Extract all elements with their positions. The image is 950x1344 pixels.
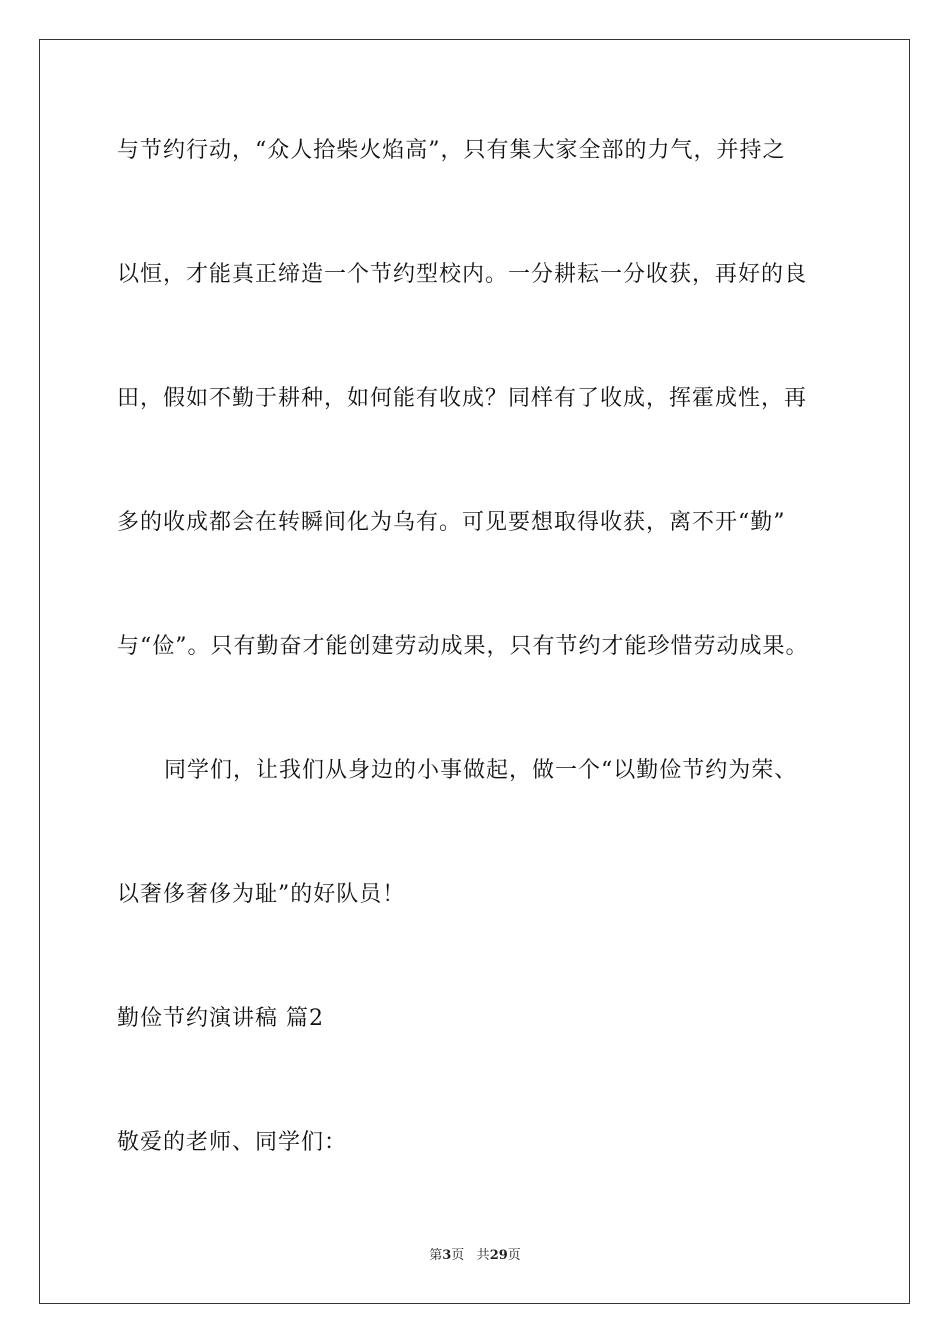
page-suffix: 页 <box>451 1248 465 1263</box>
total-prefix: 共 <box>476 1248 490 1263</box>
body-line-1: 与节约行动，“众人拾柴火焰高”，只有集大家全部的力气，并持之 <box>117 138 786 163</box>
body-line-2: 以恒，才能真正缔造一个节约型校内。一分耕耘一分收获，再好的良 <box>117 262 808 287</box>
body-line-5: 与“俭”。只有勤奋才能创建劳动成果，只有节约才能珍惜劳动成果。 <box>117 634 809 659</box>
total-suffix: 页 <box>507 1248 521 1263</box>
page-footer <box>0 1247 950 1265</box>
page-prefix: 第 <box>429 1248 443 1263</box>
body-line-6: 同学们，让我们从身边的小事做起，做一个“以勤俭节约为荣、 <box>164 758 798 783</box>
body-line-3: 田，假如不勤于耕种，如何能有收成？同样有了收成，挥霍成性，再 <box>117 386 808 411</box>
page-border <box>39 39 910 1304</box>
page-number: 3 <box>442 1248 452 1263</box>
body-line-7: 以奢侈奢侈为耻”的好队员！ <box>117 882 406 907</box>
body-line-4: 多的收成都会在转瞬间化为乌有。可见要想取得收获，离不开“勤” <box>117 510 786 535</box>
total-pages: 29 <box>489 1248 508 1263</box>
salutation: 敬爱的老师、同学们： <box>117 1130 348 1155</box>
section-heading: 勤俭节约演讲稿 篇2 <box>117 1006 324 1031</box>
